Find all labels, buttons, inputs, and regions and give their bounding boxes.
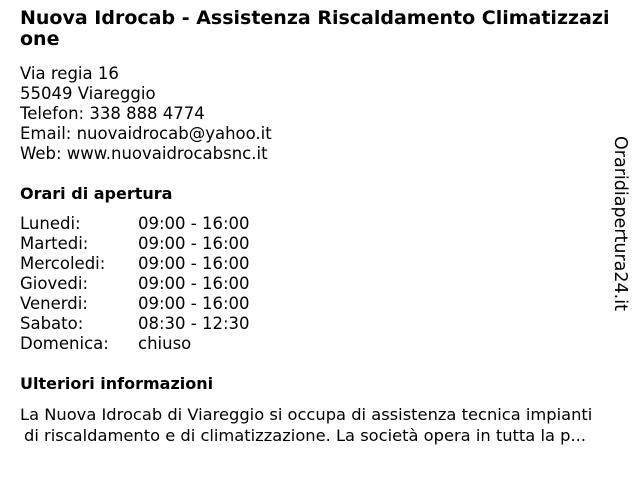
phone-line: Telefon: 338 888 4774 — [20, 104, 205, 123]
city-line: 55049 Viareggio — [20, 84, 156, 103]
hours-day: Sabato: — [20, 314, 84, 333]
hours-time: 08:30 - 12:30 — [138, 314, 250, 333]
address-block — [20, 64, 272, 164]
email-line: Email: nuovaidrocab@yahoo.it — [20, 124, 272, 143]
hours-time: 09:00 - 16:00 — [138, 234, 250, 253]
business-title: Nuova Idrocab - Assistenza Riscaldamento Climatizzazione — [20, 7, 610, 50]
hours-day: Martedi: — [20, 234, 89, 253]
opening-hours-heading: Orari di apertura — [20, 184, 173, 203]
hours-time: 09:00 - 16:00 — [138, 214, 250, 233]
hours-day: Lunedi: — [20, 214, 81, 233]
hours-time: 09:00 - 16:00 — [138, 294, 250, 313]
business-description — [20, 404, 630, 446]
watermark-text: Oraridiapertura24.it — [610, 135, 630, 311]
description-line-1: La Nuova Idrocab di Viareggio si occupa di assistenza tecnica impianti — [20, 405, 593, 424]
web-line: Web: www.nuovaidrocabsnc.it — [20, 144, 268, 163]
hours-time: chiuso — [138, 334, 192, 353]
street-address: Via regia 16 — [20, 64, 119, 83]
hours-day: Mercoledi: — [20, 254, 106, 273]
hours-time: 09:00 - 16:00 — [138, 274, 250, 293]
hours-day: Giovedi: — [20, 274, 88, 293]
site-watermark — [582, 135, 640, 311]
hours-day: Domenica: — [20, 334, 109, 353]
hours-time: 09:00 - 16:00 — [138, 254, 250, 273]
hours-day: Venerdi: — [20, 294, 88, 313]
description-line-2: di riscaldamento e di climatizzazione. La società opera in tutta la p... — [24, 426, 586, 445]
further-info-heading: Ulteriori informazioni — [20, 374, 214, 393]
